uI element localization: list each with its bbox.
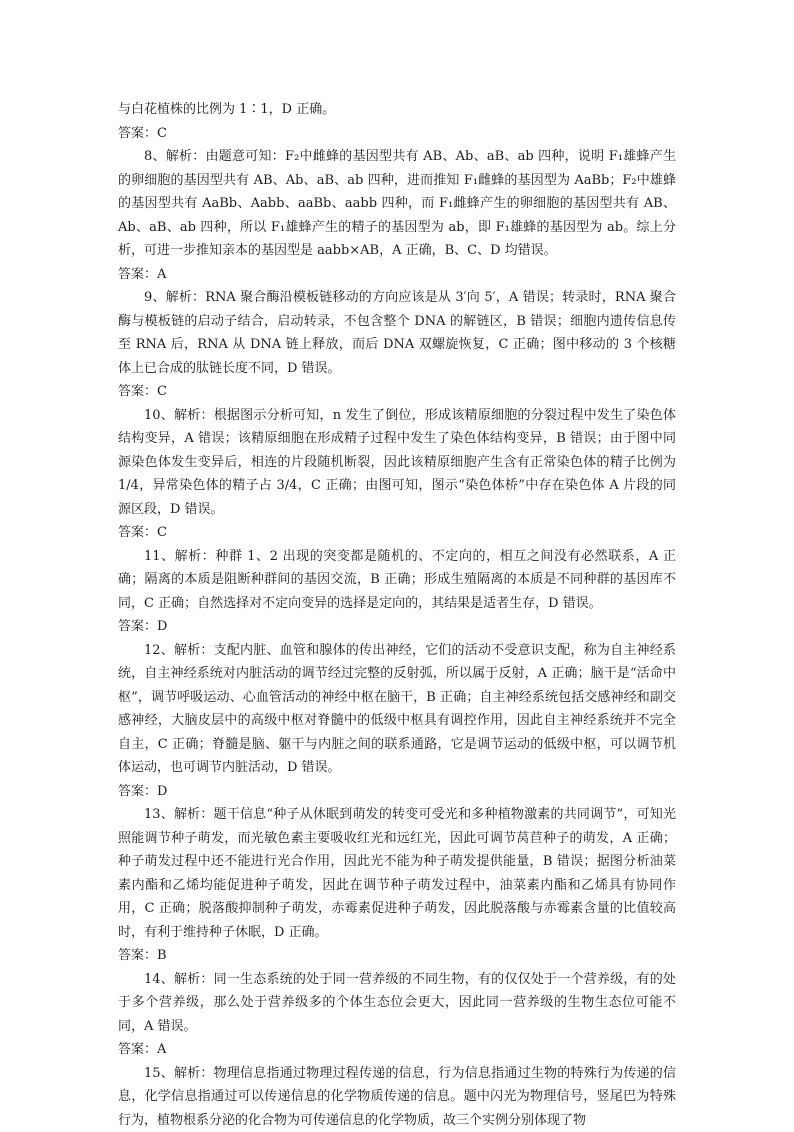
answer-line: 答案：D xyxy=(118,780,676,804)
document-page xyxy=(118,98,676,1132)
explanation-9: 9、解析：RNA 聚合酶沿模板链移动的方向应该是从 3′向 5′，A 错误；转录时，RNA 聚合酶与模板链的启动子结合，启动转录，不包含整个 DNA 的解链区，B 错误；细胞内遗传信息传至 RNA 后，RNA 从 DNA 链上释放，而后 DNA 双螺旋恢复，C 正确；图中移动的 3 个核糖体上已合成的肽链长度不同，D 错误。 xyxy=(118,286,676,380)
answer-line: 答案：C xyxy=(118,521,676,545)
answer-line: 答案：C xyxy=(118,122,676,146)
answer-line: 答案：C xyxy=(118,380,676,404)
answer-line: 答案：A xyxy=(118,1038,676,1062)
explanation-8: 8、解析：由题意可知：F₂中雌蜂的基因型共有 AB、Ab、aB、ab 四种，说明 F₁雄蜂产生的卵细胞的基因型共有 AB、Ab、aB、ab 四种，进而推知 F₁雌蜂的基因型为 AaBb；F₂中雄蜂的基因型共有 AaBb、Aabb、aaBb、aabb 四种，而 F₁雌蜂产生的卵细胞的基因型共有 AB、Ab、aB、ab 四种，所以 F₁雄蜂产生的精子的基因型为 ab，即 F₁雄蜂的基因型为 ab。综上分析，可进一步推知亲本的基因型是 aabb×AB，A 正确，B、C、D 均错误。 xyxy=(118,145,676,263)
answer-line: 答案：B xyxy=(118,944,676,968)
explanation-12: 12、解析：支配内脏、血管和腺体的传出神经，它们的活动不受意识支配，称为自主神经系统，自主神经系统对内脏活动的调节经过完整的反射弧，所以属于反射，A 正确；脑干是“活命中枢”，调节呼吸运动、心血管活动的神经中枢在脑干，B 正确；自主神经系统包括交感神经和副交感神经，大脑皮层中的高级中枢对脊髓中的低级中枢具有调控作用，因此自主神经系统并不完全自主，C 正确；脊髓是脑、躯干与内脏之间的联系通路，它是调节运动的低级中枢，可以调节机体运动，也可调节内脏活动，D 错误。 xyxy=(118,639,676,780)
answer-line: 答案：D xyxy=(118,615,676,639)
explanation-11: 11、解析：种群 1、2 出现的突变都是随机的、不定向的，相互之间没有必然联系，A 正确；隔离的本质是阻断种群间的基因交流，B 正确；形成生殖隔离的本质是不同种群的基因库不同，C 正确；自然选择对不定向变异的选择是定向的，其结果是适者生存，D 错误。 xyxy=(118,545,676,616)
explanation-10: 10、解析：根据图示分析可知，n 发生了倒位，形成该精原细胞的分裂过程中发生了染色体结构变异，A 错误；该精原细胞在形成精子过程中发生了染色体结构变异，B 错误；由于图中同源染色体发生变异后，相连的片段随机断裂，因此该精原细胞产生含有正常染色体的精子比例为 1/4，异常染色体的精子占 3/4，C 正确；由图可知，图示“染色体桥”中存在染色体 A 片段的同源区段，D 错误。 xyxy=(118,404,676,522)
answer-line: 答案：A xyxy=(118,263,676,287)
explanation-14: 14、解析：同一生态系统的处于同一营养级的不同生物，有的仅仅处于一个营养级，有的处于多个营养级，那么处于营养级多的个体生态位会更大，因此同一营养级的生物生态位可能不同，A 错误。 xyxy=(118,968,676,1039)
paragraph-continuation: 与白花植株的比例为 1∶1，D 正确。 xyxy=(118,98,676,122)
explanation-13: 13、解析：题干信息“种子从休眠到萌发的转变可受光和多种植物激素的共同调节”，可知光照能调节种子萌发，而光敏色素主要吸收红光和远红光，因此可调节莴苣种子的萌发，A 正确；种子萌发过程中还不能进行光合作用，因此光不能为种子萌发提供能量，B 错误；据图分析油菜素内酯和乙烯均能促进种子萌发，因此在调节种子萌发过程中，油菜素内酯和乙烯具有协同作用，C 正确；脱落酸抑制种子萌发，赤霉素促进种子萌发，因此脱落酸与赤霉素含量的比值较高时，有利于维持种子休眠，D 正确。 xyxy=(118,803,676,944)
explanation-15: 15、解析：物理信息指通过物理过程传递的信息，行为信息指通过生物的特殊行为传递的信息，化学信息指通过可以传递信息的化学物质传递的信息。题中闪光为物理信号，竖尾巴为特殊行为，植物根系分泌的化合物为可传递信息的化学物质，故三个实例分别体现了物 xyxy=(118,1062,676,1132)
